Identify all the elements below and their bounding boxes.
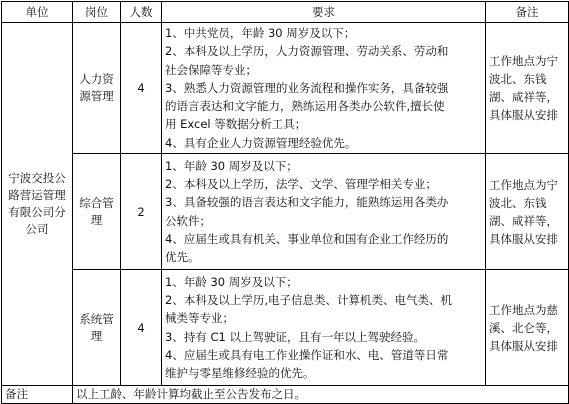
requirement-line: 社会保障等专业； xyxy=(165,62,257,77)
requirement-line: 械类等专业； xyxy=(165,311,234,326)
requirement-line: 的语言表达和文字能力，熟练运用各类办公软件,擅长使 xyxy=(165,99,445,114)
header-requirements: 要求 xyxy=(162,2,486,23)
requirements-cell xyxy=(162,154,486,270)
header-post: 岗位 xyxy=(73,2,121,23)
header-row xyxy=(2,2,569,23)
header-unit: 单位 xyxy=(2,2,73,23)
table-row xyxy=(2,154,569,270)
requirement-line: 2、本科及以上学历,电子信息类、计算机类、电气类、机 xyxy=(165,293,452,308)
requirement-line: 1、中共党员，年龄 30 周岁及以下； xyxy=(165,26,356,41)
post-cell: 人力资源管理 xyxy=(73,23,121,154)
header-count: 人数 xyxy=(121,2,162,23)
note-cell: 工作地点为宁波北、东钱湖、咸祥等，具体服从安排 xyxy=(486,154,569,270)
count-cell: 4 xyxy=(121,270,162,386)
post-cell: 系统管理 xyxy=(73,270,121,386)
requirements-cell xyxy=(162,23,486,154)
requirement-line: 优先。 xyxy=(165,249,200,264)
requirement-line: 3、具备较强的语言表达和文字能力，能熟练运用各类办 xyxy=(165,195,449,210)
requirement-line: 3、持有 C1 以上驾驶证，且有一年以上驾驶经验。 xyxy=(165,329,425,344)
requirements-cell xyxy=(162,270,486,386)
requirement-line: 4、具有企业人力资源管理经验优先。 xyxy=(165,135,357,150)
count-cell: 4 xyxy=(121,23,162,154)
table-row xyxy=(2,23,569,154)
requirement-line: 4、应届生或具有电工作业操作证和水、电、管道等日常 xyxy=(165,347,449,362)
requirement-line: 4、应届生或具有机关、事业单位和国有企业工作经历的 xyxy=(165,231,449,246)
footer-text: 以上工龄、年龄计算均截止至公告发布之日。 xyxy=(73,386,569,404)
recruitment-table xyxy=(1,1,569,404)
unit-name-cell: 宁波交投公路营运管理有限公司分公司 xyxy=(2,23,73,386)
requirement-line: 用 Excel 等数据分析工具； xyxy=(165,117,307,132)
requirement-line: 1、年龄 30 周岁及以下； xyxy=(165,158,298,173)
requirement-line: 公软件； xyxy=(165,213,211,228)
note-cell: 工作地点为宁波北、东钱湖、咸祥等，具体服从安排 xyxy=(486,23,569,154)
requirement-line: 3、熟悉人力资源管理的业务流程和操作实务，具备较强 xyxy=(165,80,449,95)
table-row xyxy=(2,270,569,386)
requirement-line: 2、本科及以上学历，法学、文学、管理学相关专业； xyxy=(165,177,437,192)
post-cell: 综合管理 xyxy=(73,154,121,270)
note-cell: 工作地点为慈溪、北仑等，具体服从安排 xyxy=(486,270,569,386)
requirement-line: 2、本科及以上学历，人力资源管理、劳动关系、劳动和 xyxy=(165,44,449,59)
header-note: 备注 xyxy=(486,2,569,23)
requirement-line: 1、年龄 30 周岁及以下； xyxy=(165,274,298,289)
count-cell: 2 xyxy=(121,154,162,270)
requirement-line: 维护与零星维修经验的优先。 xyxy=(165,365,315,380)
footer-label: 备注 xyxy=(2,386,73,404)
footer-row xyxy=(2,386,569,404)
